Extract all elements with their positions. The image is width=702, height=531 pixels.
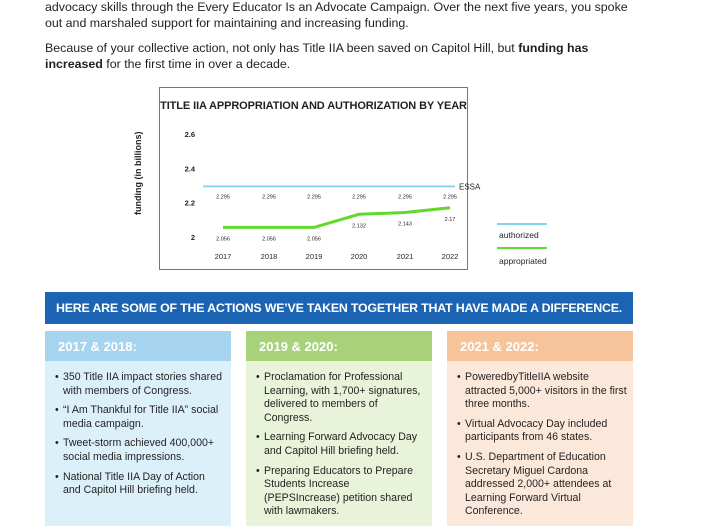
data-label-appropriated: 2.143 — [398, 221, 412, 228]
data-label-appropriated: 2.056 — [216, 236, 230, 243]
list-item: • Preparing Educators to Prepare Students Increase (PEPSIncrease) petition shared with lawmakers. — [256, 465, 426, 519]
legend-authorized-swatch — [497, 223, 547, 225]
intro-p2-bold: funding has increased — [45, 41, 589, 71]
x-tick-label: 2017 — [214, 252, 232, 261]
column-body — [45, 361, 231, 526]
data-label-authorized: 2.295 — [443, 194, 457, 201]
column-body — [447, 361, 633, 526]
list-item: • “I Am Thankful for Title IIA” social media campaign. — [55, 404, 225, 431]
actions-banner: HERE ARE SOME OF THE ACTIONS WE’VE TAKEN TOGETHER THAT HAVE MADE A DIFFERENCE. — [45, 292, 633, 324]
column-2019-2020 — [246, 331, 432, 531]
data-label-authorized: 2.295 — [262, 194, 276, 201]
data-label-authorized: 2.295 — [216, 194, 230, 201]
column-2017-2018 — [45, 331, 231, 531]
data-label-appropriated: 2.056 — [307, 236, 321, 243]
x-tick-label: 2020 — [350, 252, 368, 261]
column-title: 2021 & 2022: — [447, 331, 633, 361]
column-body — [246, 361, 432, 526]
list-item: • Learning Forward Advocacy Day and Capitol Hill briefing held. — [256, 431, 426, 458]
column-title: 2019 & 2020: — [246, 331, 432, 361]
list-item: • 350 Title IIA impact stories shared with members of Congress. — [55, 371, 225, 398]
data-label-appropriated: 2.17 — [444, 216, 456, 223]
data-label-appropriated: 2.056 — [262, 236, 276, 243]
essa-annotation: ESSA — [459, 182, 481, 192]
data-label-authorized: 2.295 — [398, 194, 412, 201]
intro-p2-pre: Because of your collective action, not only has Title IIA been saved on Capitol Hill, but — [45, 41, 519, 55]
x-tick-label: 2018 — [260, 252, 278, 261]
x-tick-label: 2021 — [396, 252, 414, 261]
data-label-appropriated: 2.132 — [352, 223, 366, 230]
intro-p1-text: advocacy skills through the Every Educator Is an Advocate Campaign. Over the next five years, you spoke out and marshaled support for maintaining and increasing funding. — [45, 0, 628, 30]
data-label-authorized: 2.295 — [307, 194, 321, 201]
column-2021-2022 — [447, 331, 633, 531]
list-item: • Tweet-storm achieved 400,000+ social media impressions. — [55, 437, 225, 464]
list-item: • Proclamation for Professional Learning, with 1,700+ signatures, delivered to members of Congress. — [256, 371, 426, 425]
y-tick-label: 2 — [190, 233, 195, 242]
action-list — [55, 371, 225, 498]
list-item: • Virtual Advocacy Day included participants from 46 states. — [457, 418, 627, 445]
series-line-appropriated — [223, 208, 450, 228]
chart-ylabel: funding (in billions) — [133, 131, 143, 215]
legend-appropriated-label: appropriated — [499, 256, 547, 266]
x-tick-label: 2022 — [441, 252, 459, 261]
x-tick-label: 2019 — [305, 252, 323, 261]
chart-title: TITLE IIA APPROPRIATION AND AUTHORIZATION BY YEAR — [160, 100, 467, 112]
action-list — [457, 371, 627, 519]
list-item: • U.S. Department of Education Secretary Miguel Cardona addressed 2,000+ attendees at Learning Forward Virtual Conference. — [457, 451, 627, 519]
list-item: • National Title IIA Day of Action and Capitol Hill briefing held. — [55, 471, 225, 498]
legend-authorized-label: authorized — [499, 230, 539, 240]
legend-appropriated-swatch — [497, 247, 547, 249]
y-tick-label: 2.2 — [184, 198, 195, 208]
column-title: 2017 & 2018: — [45, 331, 231, 361]
y-tick-label: 2.6 — [184, 130, 195, 139]
data-label-authorized: 2.295 — [352, 194, 366, 201]
list-item: • PoweredbyTitleIIA website attracted 5,000+ visitors in the first three months. — [457, 371, 627, 412]
y-tick-label: 2.4 — [184, 164, 195, 174]
action-list — [256, 371, 426, 519]
intro-p2-post: for the first time in over a decade. — [102, 57, 291, 71]
